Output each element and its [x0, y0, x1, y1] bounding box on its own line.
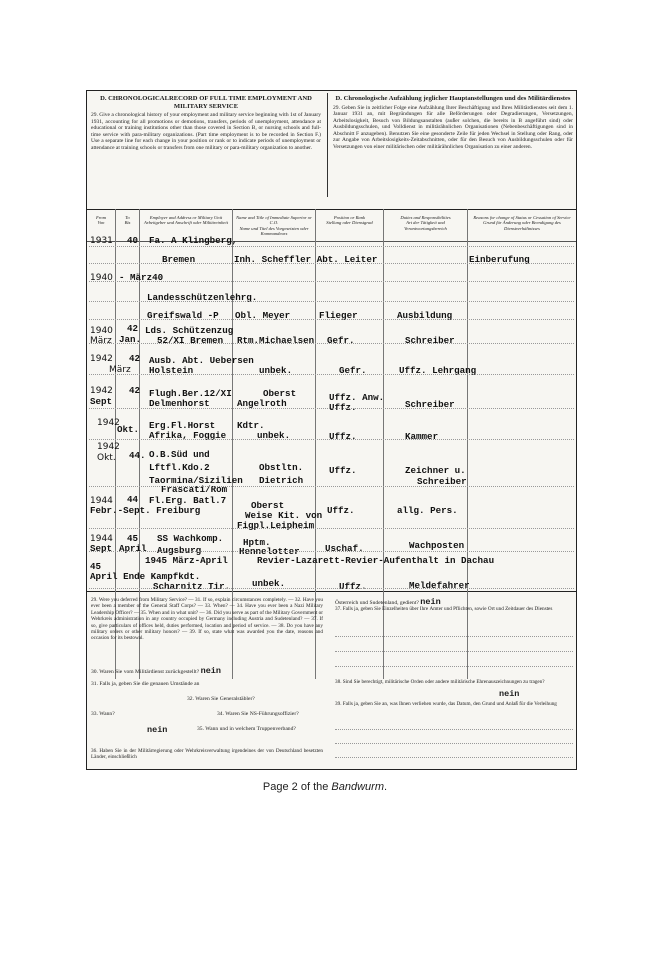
handwritten-date: Okt. [97, 453, 116, 463]
typed-entry: 44. [129, 450, 146, 461]
answer-line [335, 729, 573, 730]
typed-entry: unbek. [252, 578, 286, 589]
typed-entry: Gefr. [339, 365, 367, 376]
q35-question: 35. Wann und in welchem Truppenverband? [197, 726, 296, 732]
scanned-form-page [86, 90, 577, 770]
q30-question: 30. Waren Sie vom Militärdienst zurückgestellt? nein [91, 666, 221, 676]
typed-entry: 45 [127, 533, 139, 544]
typed-entry: Afrika, Foggie [149, 430, 227, 441]
typed-entry: Figpl.Leipheim [237, 520, 315, 531]
q33-question: 33. Wann? [91, 711, 115, 717]
typed-entry: Angelroth [237, 398, 287, 409]
typed-entry: Sept [90, 396, 113, 407]
typed-entry: unbek. [259, 365, 293, 376]
row-guide-line [89, 246, 574, 247]
typed-entry: Taormina/Sizilien [149, 475, 243, 486]
typed-entry: Ausb. Abt. Uebersen [149, 355, 254, 366]
column-header-superior: Name and Title of Immediate Superior or C.O. Name und Titel des Vorgesetzten oder Kommandeurs [236, 215, 312, 237]
typed-entry: Hennelotter [239, 546, 300, 557]
column-header-from: From Von [95, 215, 107, 226]
typed-entry: Delmenhorst [149, 398, 210, 409]
english-header [91, 95, 321, 199]
typed-entry: Jan. [119, 334, 142, 345]
column-header-reasons: Reasons for change of Status or Cessation of Service Grund für Änderung oder Beendigung des Dienstverhältnisses [473, 215, 571, 231]
typed-entry: SS Wachkomp. [157, 533, 224, 544]
typed-entry: unbek. [257, 430, 291, 441]
typed-entry: Ausbildung [397, 310, 453, 321]
row-guide-line [89, 281, 574, 282]
typed-entry: Rtm.Michaelsen [237, 335, 315, 346]
column-header-rank: Position or Rank Stellung oder Dienstgrad [326, 215, 373, 226]
typed-entry: Weise Kit. von [245, 510, 323, 521]
typed-entry: 1945 März-April [145, 555, 228, 566]
figure-caption: Page 2 of the Bandwurm. [262, 781, 388, 793]
typed-entry: Uffz. [329, 431, 357, 442]
handwritten-date: 1942 [90, 386, 113, 396]
typed-entry: Augsburg [157, 545, 202, 556]
typed-entry: allg. Pers. [397, 505, 458, 516]
q39-question: 39. Falls ja, geben Sie an, was Ihnen verliehen wurde, das Datum, den Grund und Anlaß für die Verleihung [335, 701, 557, 707]
answer-line [335, 651, 573, 652]
handwritten-date: März [90, 336, 112, 346]
typed-entry: Uffz. Lehrgang [399, 365, 477, 376]
row-guide-line [89, 528, 574, 529]
typed-entry: Frascati/Rom [161, 484, 228, 495]
typed-entry: Oberst [263, 388, 297, 399]
answer-line [335, 743, 573, 744]
typed-entry: Uschaf. [325, 543, 364, 554]
handwritten-date: 1944 [90, 496, 113, 506]
typed-entry: Holstein [149, 365, 194, 376]
handwritten-date: 1931 [90, 236, 113, 246]
header-divider [327, 93, 328, 197]
row-guide-line [89, 319, 574, 320]
row-guide-line [89, 343, 574, 344]
column-header-to: To Bis [124, 215, 131, 226]
q36-continuation: Österreich und Sudetenland, gedient? nein [335, 597, 441, 607]
q34-question: 34. Waren Sie NS-Führungsoffizier? [217, 711, 299, 717]
q36-question: 36. Haben Sie in der Militärregierung oder Wehrkreisverwaltung irgendeines der von Deutschland besetzten Länder, einschließlich [91, 748, 323, 761]
typed-entry: Greifswald -P [147, 310, 219, 321]
typed-entry: Meldefahrer [409, 580, 470, 591]
typed-entry: Febr.-Sept. Freiburg [90, 505, 201, 516]
typed-entry: Gefr. [327, 335, 355, 346]
typed-entry: Sept [90, 543, 113, 554]
footer-english-questions: 29. Were you deferred from Military Service? — 31. If so, explain circumstances completely. — 32. Have you ever been a member of the General Staff Corps? — 33. When? — 34. Have you ever been a Nazi Military Leadership Officer? — 35. When and in what unit? — 36. Did you serve as part of the Military Government or Wehrkreis administration in any country occupied by Germany including Austria and Sudetenland? — 37. If so, give particulars of offices held, duties performed, location and period of service. — 38. Do you have any military orders or other military honors? — 39. If so, state what was awarded you the date, reasons and occasion for its bestowal. [91, 597, 323, 642]
typed-entry: 42 [129, 353, 141, 364]
row-guide-line [89, 408, 574, 409]
row-guide-line [89, 263, 574, 264]
typed-entry: April Ende Kampfkdt. [90, 571, 201, 582]
typed-entry: April [119, 543, 147, 554]
german-section-title: D. Chronologische Aufzählung jeglicher Hauptanstellungen und des Militärdienstes [335, 95, 571, 102]
typed-entry: Oberst [251, 500, 285, 511]
answer-line [335, 636, 573, 637]
typed-entry: Schreiber [405, 399, 455, 410]
german-header [333, 95, 573, 199]
typed-entry: Bremen [162, 254, 196, 265]
typed-entry: Kammer [405, 431, 439, 442]
answer-line [335, 666, 573, 667]
handwritten-date: 1942 [90, 354, 113, 364]
typed-entry: Okt. [117, 424, 140, 435]
typed-entry: Uffz. [339, 581, 367, 592]
typed-entry: Flieger [319, 310, 358, 321]
typed-entry: Obstltn. [259, 462, 304, 473]
q38-question: 38. Sind Sie berechtigt, militärische Orden oder andere militärische Ehrenauszeichnungen zu tragen? [335, 679, 545, 685]
q31-question: 31. Falls ja, geben Sie die genauen Umstände an [91, 681, 200, 687]
typed-entry: Obl. Meyer [235, 310, 291, 321]
row-guide-line [89, 486, 574, 487]
english-section-title: D. CHRONOLOGICALRECORD OF FULL TIME EMPLOYMENT AND MILITARY SERVICE [100, 95, 312, 110]
english-instructions: 29. Give a chronological history of your employment and military service beginning with 1st of January 1931, accounting for all promotions or demotions, transfers, periods of unemployment, attendance at educational or training institutions other than those covered in Section B, or nursing schools and full-time service with para-military organizations. (Part time employment is to be recorded in Section F.) Use a separate line for each change in your position or rank or to indicate periods of unemployment or attendance at training schools or transfers from one military or para-military organization to another. [91, 112, 321, 151]
typed-entry: Fl.Erg. Batl.7 [149, 495, 227, 506]
q32-question: 32. Waren Sie Generalstäbler? [187, 696, 255, 702]
handwritten-date: 1940 [90, 326, 113, 336]
typed-entry: Uffz. [329, 465, 357, 476]
typed-entry: 42 [129, 385, 141, 396]
typed-entry: - März40 [119, 272, 164, 283]
typed-entry: Zeichner u. [405, 465, 466, 476]
typed-entry: Kdtr. [237, 420, 265, 431]
typed-entry: Erg.Fl.Horst [149, 420, 216, 431]
handwritten-date: 1940 [90, 273, 113, 283]
typed-entry: Wachposten [409, 540, 465, 551]
handwritten-date: 1942 [97, 442, 120, 452]
typed-entry: Lftfl.Kdo.2 [149, 462, 210, 473]
row-guide-line [89, 301, 574, 302]
typed-entry: Lds. Schützenzug [145, 325, 234, 336]
typed-entry: Fa. A Klingberg, [149, 235, 238, 246]
typed-entry: 44 [127, 494, 139, 505]
typed-entry: 45 [90, 561, 102, 572]
typed-entry: Schreiber [405, 335, 455, 346]
q37-text: 37. Falls ja, geben Sie Einzelheiten über Ihre Ämter und Pflichten, sowie Ort und Zeitdauer des Dienstes [335, 606, 553, 612]
typed-entry: Uffz. [329, 402, 357, 413]
answer-line [335, 757, 573, 758]
row-guide-line [89, 551, 574, 552]
typed-entry: Uffz. Anw. [329, 392, 385, 403]
table-top-rule [87, 209, 576, 210]
handwritten-date: 1944 [90, 534, 113, 544]
handwritten-date: 1942 [97, 418, 120, 428]
typed-entry: Landesschützenlehrg. [147, 292, 258, 303]
typed-entry: Einberufung [469, 254, 530, 265]
typed-entry: Uffz. [327, 505, 355, 516]
column-header-employer: Employer and Address or Military Unit Arbeitgeber und Anschrift oder Militäreinheit [144, 215, 228, 226]
typed-entry: 40 [127, 235, 139, 246]
typed-entry: Scharnitz Tir. [153, 581, 231, 592]
typed-entry: Inh. Scheffler Abt. Leiter [234, 254, 378, 265]
typed-entry: Hptm. [243, 537, 271, 548]
typed-entry: 52/XI Bremen [157, 335, 224, 346]
handwritten-date: März [109, 365, 131, 375]
typed-entry: Schreiber [417, 476, 467, 487]
typed-entry: Dietrich [259, 475, 304, 486]
typed-entry: Revier-Lazarett-Revier-Aufenthalt in Dachau [257, 555, 495, 566]
typed-entry: O.B.Süd und [149, 449, 210, 460]
row-guide-line [89, 588, 574, 589]
typed-entry: Flugh.Ber.12/XI [149, 388, 232, 399]
typed-entry: 42 [127, 323, 139, 334]
column-header-duties: Duties and Responsibilities Art der Tätigkeit und Verantwortungsbereich [400, 215, 451, 231]
row-guide-line [89, 439, 574, 440]
q34-answer: nein [147, 725, 168, 735]
q38-answer: nein [499, 689, 520, 699]
row-guide-line [89, 374, 574, 375]
german-instructions: 29. Geben Sie in zeitlicher Folge eine Aufzählung Ihrer Beschäftigung und Ihres Militärdienstes seit dem 1. Januar 1931 an, mit Begründungen für alle Beförderungen oder Degradierungen, Versetzungen, Arbeitslosigkeit, Besuch von Bildungsanstalten (außer solchen, die bereits in B angeführt sind) oder Ausbildungsschulen, und Volldienst in militärähnlichen Organisationen (Nebenbeschäftigungen sind in Abschnitt F anzugeben). Benutzen Sie eine gesonderte Zeile für jeden Wechsel in Stellung oder Rang, oder zur Angabe von Arbeitslosigkeits-Zeitabschnitten, oder für den Besuch von Ausbildungsschulen oder für Versetzungen von einer militärischen oder militärähnlichen Organisation zu einer anderen. [333, 104, 573, 151]
